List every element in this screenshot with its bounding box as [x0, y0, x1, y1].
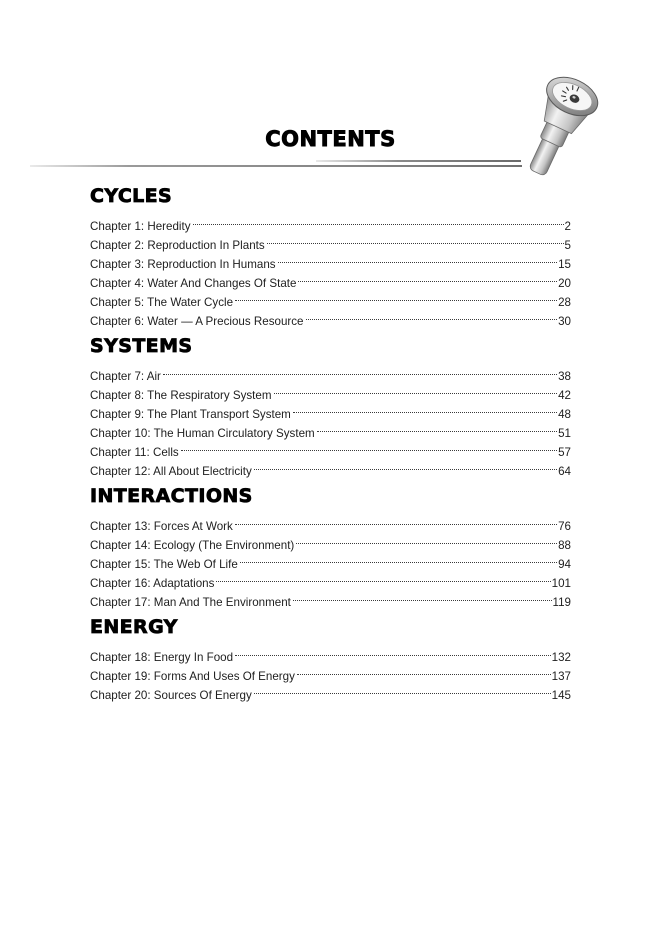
entry-title: Chapter 7: Air — [90, 370, 161, 383]
dot-leader — [254, 456, 557, 475]
entry-page-number: 5 — [564, 239, 571, 252]
entry-title: Chapter 20: Sources Of Energy — [90, 689, 252, 702]
section-heading: INTERACTIONS — [90, 485, 253, 507]
entry-title: Chapter 11: Cells — [90, 446, 179, 459]
dot-leader — [235, 287, 557, 306]
entry-title: Chapter 9: The Plant Transport System — [90, 408, 291, 421]
dot-leader — [293, 399, 557, 418]
title-divider — [30, 165, 522, 167]
table-of-contents — [90, 184, 571, 708]
dot-leader — [235, 511, 557, 530]
entry-title: Chapter 15: The Web Of Life — [90, 558, 238, 571]
section-energy — [90, 615, 571, 702]
toc-entry[interactable] — [90, 642, 571, 664]
toc-entry[interactable] — [90, 211, 571, 233]
entry-title: Chapter 10: The Human Circulatory System — [90, 427, 315, 440]
entry-page-number: 30 — [558, 315, 571, 328]
dot-leader — [293, 587, 552, 606]
entry-title: Chapter 12: All About Electricity — [90, 465, 252, 478]
entry-page-number: 76 — [558, 520, 571, 533]
section-heading: CYCLES — [90, 185, 173, 207]
toc-entry[interactable] — [90, 511, 571, 533]
dot-leader — [298, 268, 557, 287]
entry-page-number: 2 — [564, 220, 571, 233]
entry-page-number: 38 — [558, 370, 571, 383]
entry-page-number: 132 — [551, 651, 571, 664]
dot-leader — [306, 306, 558, 325]
entry-title: Chapter 19: Forms And Uses Of Energy — [90, 670, 295, 683]
entry-title: Chapter 4: Water And Changes Of State — [90, 277, 297, 290]
entry-page-number: 145 — [551, 689, 571, 702]
toc-entry[interactable] — [90, 361, 571, 383]
section-interactions — [90, 484, 571, 609]
section-heading: SYSTEMS — [90, 335, 193, 357]
dot-leader — [216, 568, 550, 587]
dot-leader — [278, 249, 557, 268]
dot-leader — [317, 418, 557, 437]
entry-page-number: 15 — [558, 258, 571, 271]
dot-leader — [181, 437, 557, 456]
dot-leader — [235, 642, 551, 661]
entry-title: Chapter 2: Reproduction In Plants — [90, 239, 265, 252]
entry-page-number: 94 — [558, 558, 571, 571]
dot-leader — [254, 680, 551, 699]
entry-page-number: 64 — [558, 465, 571, 478]
entry-page-number: 42 — [558, 389, 571, 402]
section-cycles — [90, 184, 571, 328]
section-heading: ENERGY — [90, 616, 178, 638]
dot-leader — [296, 530, 557, 549]
entry-title: Chapter 6: Water — A Precious Resource — [90, 315, 304, 328]
entry-page-number: 88 — [558, 539, 571, 552]
entry-title: Chapter 1: Heredity — [90, 220, 191, 233]
entry-page-number: 101 — [551, 577, 571, 590]
entry-title: Chapter 8: The Respiratory System — [90, 389, 272, 402]
entry-page-number: 137 — [551, 670, 571, 683]
entry-title: Chapter 17: Man And The Environment — [90, 596, 291, 609]
entry-page-number: 28 — [558, 296, 571, 309]
page-title: CONTENTS — [265, 127, 396, 151]
dot-leader — [274, 380, 558, 399]
entry-title: Chapter 16: Adaptations — [90, 577, 215, 590]
entry-title: Chapter 5: The Water Cycle — [90, 296, 234, 309]
dot-leader — [240, 549, 557, 568]
entry-title: Chapter 13: Forces At Work — [90, 520, 233, 533]
dot-leader — [267, 230, 564, 249]
flashlight-icon — [500, 70, 620, 180]
section-systems — [90, 334, 571, 478]
dot-leader — [163, 361, 557, 380]
entry-page-number: 48 — [558, 408, 571, 421]
entry-page-number: 51 — [558, 427, 571, 440]
entry-title: Chapter 3: Reproduction In Humans — [90, 258, 276, 271]
entry-page-number: 20 — [558, 277, 571, 290]
entry-title: Chapter 18: Energy In Food — [90, 651, 234, 664]
dot-leader — [297, 661, 551, 680]
entry-page-number: 57 — [558, 446, 571, 459]
entry-page-number: 119 — [552, 596, 571, 609]
entry-title: Chapter 14: Ecology (The Environment) — [90, 539, 295, 552]
dot-leader — [193, 211, 564, 230]
title-divider-upper — [316, 160, 521, 162]
